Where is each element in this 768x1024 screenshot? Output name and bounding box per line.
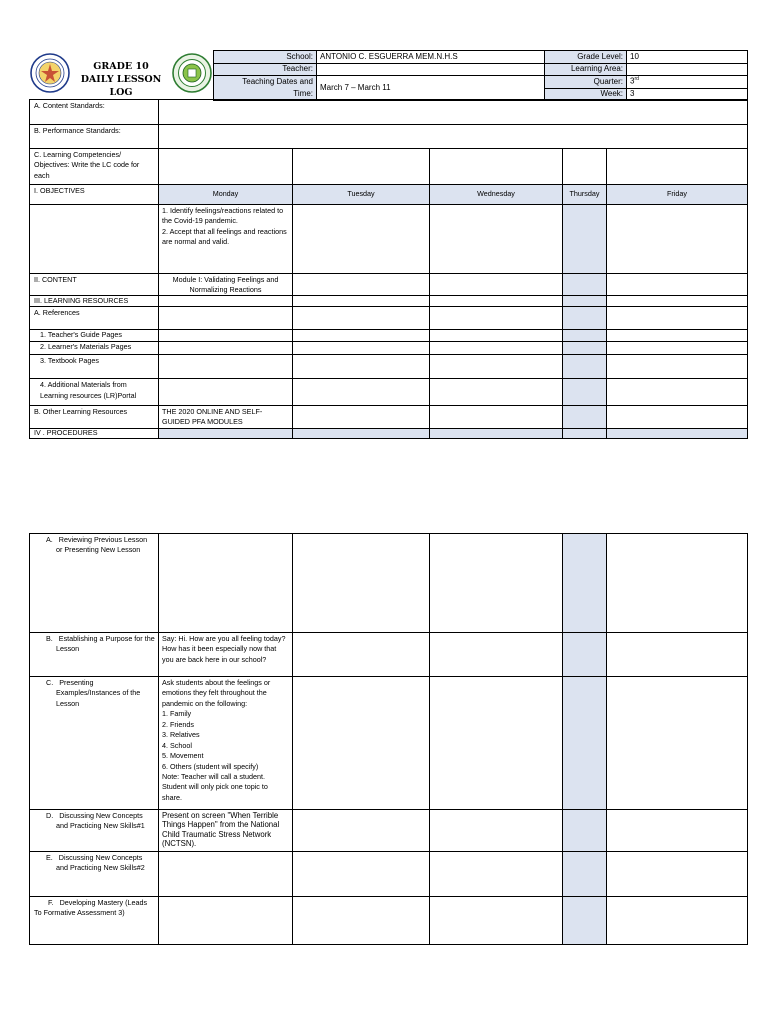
lesson-log-table [29,99,748,439]
proc-c-thursday[interactable] [563,677,607,810]
quarter-number: 3 [630,77,635,87]
performance-standards-label: B. Performance Standards: [30,125,159,149]
content-monday[interactable] [159,274,293,296]
learners-materials-thursday[interactable] [563,342,607,355]
proc-f-monday[interactable] [159,897,293,945]
objectives-spacer [30,205,159,274]
content-standards-value[interactable] [159,100,748,125]
other-resources-friday[interactable] [607,406,748,428]
proc-c-title: Presenting Examples/Instances of the Lesson [56,678,141,708]
content-thursday[interactable] [563,274,607,296]
proc-f-tuesday[interactable] [293,897,430,945]
day-thursday: Thursday [563,185,607,205]
deped-seal-logo [30,53,70,93]
proc-a-friday[interactable] [607,534,748,633]
content-label: II. CONTENT [30,274,159,296]
proc-e-friday[interactable] [607,852,748,897]
proc-b-label [30,633,159,677]
competencies-friday[interactable] [607,149,748,185]
other-resources-label: B. Other Learning Resources [30,406,159,428]
additional-materials-monday[interactable] [159,379,293,406]
quarter-label: Quarter: [545,76,627,89]
teachers-guide-friday[interactable] [607,330,748,342]
proc-a-title: Reviewing Previous Lesson or Presenting New Lesson [56,535,148,555]
dates-value: March 7 – March 11 [317,76,545,101]
teachers-guide-label: 1. Teacher's Guide Pages [30,330,159,342]
proc-a-tuesday[interactable] [293,534,430,633]
learning-area-label: Learning Area: [545,64,627,76]
other-resources-thursday[interactable] [563,406,607,428]
textbook-tuesday[interactable] [293,355,430,379]
proc-b-friday[interactable] [607,633,748,677]
learners-materials-tuesday[interactable] [293,342,430,355]
learners-materials-wednesday[interactable] [430,342,563,355]
teachers-guide-wednesday[interactable] [430,330,563,342]
content-tuesday[interactable] [293,274,430,296]
header-info-table [213,50,748,101]
proc-c-letter: C. [46,678,54,687]
proc-e-monday[interactable] [159,852,293,897]
week-label: Week: [545,89,627,101]
list-item: 2. Friends [162,719,194,729]
list-item: 4. School [162,740,192,750]
proc-d-label [30,810,159,852]
proc-c-wednesday[interactable] [430,677,563,810]
performance-standards-value[interactable] [159,125,748,149]
textbook-monday[interactable] [159,355,293,379]
list-item: 5. Movement [162,751,204,761]
list-item: 1. Family [162,709,192,719]
proc-a-monday[interactable] [159,534,293,633]
proc-f-text [34,898,155,919]
objectives-thursday[interactable] [563,205,607,274]
proc-c-text [34,678,155,709]
content-monday-text: Module I: Validating Feelings and Normalizing Reactions [172,275,279,294]
references-monday[interactable] [159,307,293,330]
objectives-friday[interactable] [607,205,748,274]
proc-f-title: Developing Mastery (Leads To Formative Assessment 3) [34,898,148,918]
proc-e-thursday[interactable] [563,852,607,897]
proc-d-friday[interactable] [607,810,748,852]
dates-label-line2: Time: [293,89,313,98]
proc-d-wednesday[interactable] [430,810,563,852]
school-value: ANTONIO C. ESGUERRA MEM.N.H.S [317,51,545,64]
list-item: 3. Relatives [162,730,200,740]
learning-area-value [627,64,748,76]
learners-materials-label: 2. Learner's Materials Pages [30,342,159,355]
proc-a-letter: A. [46,535,53,544]
proc-d-tuesday[interactable] [293,810,430,852]
competencies-tuesday[interactable] [293,149,430,185]
proc-e-letter: E. [46,853,53,862]
objective-item: 1. Identify feelings/reactions related to the Covid-19 pandemic. [162,206,284,226]
proc-c-note: Note: Teacher will call a student. Student will only pick one topic to share. [162,771,268,802]
proc-e-title: Discussing New Concepts and Practicing New Skills#2 [56,853,145,873]
content-wednesday[interactable] [430,274,563,296]
other-resources-monday[interactable]: THE 2020 ONLINE AND SELF-GUIDED PFA MODULES [159,406,293,428]
textbook-wednesday[interactable] [430,355,563,379]
teacher-label: Teacher: [214,64,317,76]
learners-materials-monday[interactable] [159,342,293,355]
proc-f-friday[interactable] [607,897,748,945]
learners-materials-friday[interactable] [607,342,748,355]
additional-materials-thursday[interactable] [563,379,607,406]
day-tuesday: Tuesday [293,185,430,205]
resources-label: III. LEARNING RESOURCES [30,296,159,307]
objectives-label: I. OBJECTIVES [30,185,159,205]
proc-a-thursday[interactable] [563,534,607,633]
procedures-label: IV . PROCEDURES [30,428,159,438]
proc-f-label [30,897,159,945]
proc-c-monday[interactable] [159,677,293,810]
proc-c-label [30,677,159,810]
textbook-thursday[interactable] [563,355,607,379]
header-title [68,61,174,99]
teachers-guide-thursday[interactable] [563,330,607,342]
day-wednesday: Wednesday [430,185,563,205]
title-grade: GRADE 10 [93,61,149,72]
references-label: A. References [30,307,159,330]
other-resources-wednesday[interactable] [430,406,563,428]
proc-e-text [34,853,155,874]
proc-c-list [162,709,289,772]
competencies-thursday[interactable] [563,149,607,185]
proc-d-title: Discussing New Concepts and Practicing New Skills#1 [56,811,145,831]
proc-f-letter: F. [48,898,54,907]
proc-b-text [34,634,155,655]
dates-label [214,76,317,101]
additional-materials-tuesday[interactable] [293,379,430,406]
proc-b-title: Establishing a Purpose for the Lesson [56,634,155,654]
content-friday[interactable] [607,274,748,296]
proc-e-tuesday[interactable] [293,852,430,897]
objectives-tuesday[interactable] [293,205,430,274]
quarter-value [627,76,748,89]
school-logo [172,53,212,93]
dates-label-line1: Teaching Dates and [242,77,313,87]
other-resources-tuesday[interactable] [293,406,430,428]
proc-b-wednesday[interactable] [430,633,563,677]
objective-item: 2. Accept that all feelings and reactions are normal and valid. [162,226,287,247]
references-thursday[interactable] [563,307,607,330]
proc-a-text [34,535,155,556]
proc-a-label [30,534,159,633]
textbook-friday[interactable] [607,355,748,379]
day-friday: Friday [607,185,748,205]
week-value: 3 [627,89,748,101]
proc-f-thursday[interactable] [563,897,607,945]
proc-d-monday[interactable]: Present on screen "When Terrible Things Happen" from the National Child Traumatic Stress Network (NCTSN). [159,810,293,852]
grade-level-value: 10 [627,51,748,64]
school-label: School: [214,51,317,64]
teacher-value [317,64,545,76]
proc-d-letter: D. [46,811,54,820]
content-standards-label: A. Content Standards: [30,100,159,125]
textbook-label: 3. Textbook Pages [30,355,159,379]
grade-level-label: Grade Level: [545,51,627,64]
proc-a-wednesday[interactable] [430,534,563,633]
procedures-table [29,533,748,945]
proc-b-monday[interactable]: Say: Hi. How are you all feeling today? How has it been especially now that you are back here in our school? [159,633,293,677]
proc-b-tuesday[interactable] [293,633,430,677]
proc-d-thursday[interactable] [563,810,607,852]
list-item: 6. Others (student will specify) [162,761,259,771]
teachers-guide-tuesday[interactable] [293,330,430,342]
proc-c-tuesday[interactable] [293,677,430,810]
additional-materials-wednesday[interactable] [430,379,563,406]
proc-c-intro: Ask students about the feelings or emotions they felt throughout the pandemic on the following: [162,678,271,708]
competencies-wednesday[interactable] [430,149,563,185]
competencies-monday[interactable] [159,149,293,185]
teachers-guide-monday[interactable] [159,330,293,342]
title-dll: DAILY LESSON LOG [80,73,162,98]
objectives-monday[interactable] [159,205,293,274]
references-friday[interactable] [607,307,748,330]
references-wednesday[interactable] [430,307,563,330]
competencies-label: C. Learning Competencies/ Objectives: Write the LC code for each [30,149,159,185]
day-monday: Monday [159,185,293,205]
proc-f-wednesday[interactable] [430,897,563,945]
additional-materials-label: 4. Additional Materials from Learning resources (LR)Portal [30,379,159,406]
proc-e-label [30,852,159,897]
quarter-suffix: rd [634,76,639,83]
proc-b-thursday[interactable] [563,633,607,677]
proc-d-text [34,811,155,832]
references-tuesday[interactable] [293,307,430,330]
objectives-wednesday[interactable] [430,205,563,274]
proc-c-friday[interactable] [607,677,748,810]
additional-materials-friday[interactable] [607,379,748,406]
proc-e-wednesday[interactable] [430,852,563,897]
proc-b-letter: B. [46,634,53,643]
